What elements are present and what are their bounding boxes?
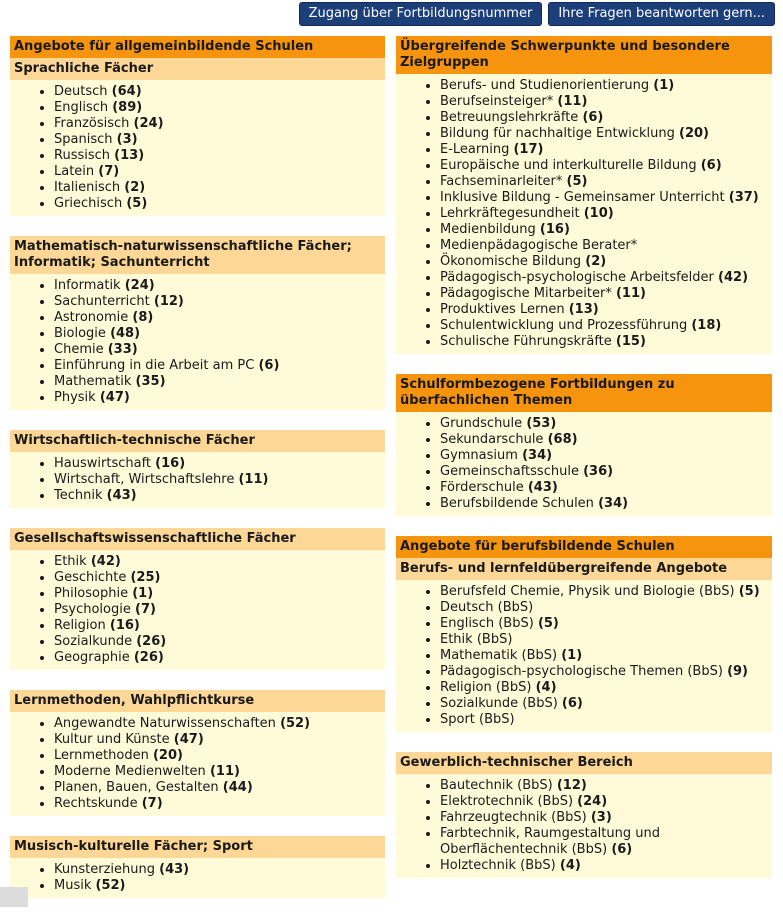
category-link[interactable]: Deutsch (54, 84, 108, 99)
course-count: (1) (653, 78, 675, 93)
course-count: (12) (556, 778, 587, 793)
category-item[interactable] (440, 584, 772, 600)
category-item[interactable] (440, 794, 772, 810)
course-count: (47) (173, 732, 204, 747)
category-link[interactable]: Betreuungslehrkräfte (440, 110, 579, 125)
course-count: (20) (679, 126, 709, 141)
category-item[interactable] (54, 100, 385, 116)
course-count: (16) (155, 456, 186, 471)
category-link[interactable]: Sozialkunde (BbS) (440, 696, 558, 711)
course-count: (6) (700, 158, 722, 173)
course-count: (52) (280, 716, 311, 731)
course-count: (44) (222, 780, 253, 795)
category-item[interactable] (54, 650, 385, 666)
category-item[interactable] (440, 680, 772, 696)
category-link[interactable]: Kultur und Künste (54, 732, 170, 747)
category-link[interactable]: Ökonomische Bildung (440, 254, 582, 269)
course-count: (11) (615, 286, 646, 301)
course-count: (43) (106, 488, 137, 503)
category-section (10, 836, 385, 898)
course-count: (24) (124, 278, 155, 293)
category-link[interactable]: Medienbildung (440, 222, 536, 237)
category-link[interactable]: Lernmethoden (54, 748, 149, 763)
category-link[interactable]: Berufsbildende Schulen (440, 496, 594, 511)
category-item[interactable] (54, 586, 385, 602)
category-item[interactable] (54, 780, 385, 796)
category-item[interactable] (440, 174, 772, 190)
category-link[interactable]: Geschichte (54, 570, 127, 585)
subsection-title: Mathematisch-naturwissenschaftliche Fächer; Informatik; Sachunterricht (10, 236, 385, 274)
course-count: (11) (557, 94, 588, 109)
course-count: (42) (718, 270, 749, 285)
category-section (396, 752, 772, 878)
course-count: (13) (114, 148, 145, 163)
section-title: Übergreifende Schwerpunkte und besondere Zielgruppen (396, 36, 772, 74)
subsection-title: Lernmethoden, Wahlpflichtkurse (10, 690, 385, 712)
category-link[interactable]: Berufs- und Studienorientierung (440, 78, 650, 93)
course-number-access-button[interactable]: Zugang über Fortbildungsnummer (299, 2, 543, 26)
course-count: (34) (522, 448, 553, 463)
category-item[interactable] (440, 480, 772, 496)
course-count: (64) (111, 84, 142, 99)
course-count: (25) (130, 570, 161, 585)
course-count: (43) (527, 480, 558, 495)
category-link[interactable]: Latein (54, 164, 95, 179)
category-item[interactable] (54, 374, 385, 390)
category-item[interactable] (440, 190, 772, 206)
course-count: (52) (95, 878, 126, 893)
category-item[interactable] (54, 390, 385, 406)
course-count: (9) (727, 664, 748, 679)
category-link[interactable]: Pädagogisch-psychologische Arbeitsfelder (440, 270, 714, 285)
category-link[interactable]: Schulentwicklung und Prozessführung (440, 318, 688, 333)
category-item[interactable] (440, 110, 772, 126)
category-section (396, 536, 772, 732)
category-item[interactable] (440, 78, 772, 94)
category-item[interactable] (440, 126, 772, 142)
course-count: (6) (258, 358, 280, 373)
category-list (396, 584, 772, 728)
course-count: (7) (135, 602, 156, 617)
course-count: (37) (728, 190, 759, 205)
course-count: (8) (132, 310, 154, 325)
subsection-title: Musisch-kulturelle Fächer; Sport (10, 836, 385, 858)
course-count: (16) (539, 222, 570, 237)
category-link[interactable]: Berufseinsteiger* (440, 94, 554, 109)
category-link[interactable]: Farbtechnik, Raumgestaltung und Oberflächentechnik (BbS) (440, 826, 660, 857)
course-count: (2) (585, 254, 607, 269)
course-count: (89) (112, 100, 143, 115)
category-item[interactable] (54, 554, 385, 570)
category-item[interactable] (440, 94, 772, 110)
category-link[interactable]: Medienpädagogische Berater* (440, 238, 638, 253)
course-count: (4) (559, 858, 581, 873)
category-item[interactable] (54, 732, 385, 748)
category-box (396, 74, 772, 354)
course-count: (20) (152, 748, 183, 763)
category-link[interactable]: Planen, Bauen, Gestalten (54, 780, 219, 795)
course-count: (24) (133, 116, 164, 131)
category-item[interactable] (54, 488, 385, 504)
category-section (10, 690, 385, 816)
course-count: (36) (583, 464, 614, 479)
course-count: (11) (238, 472, 269, 487)
category-item[interactable] (54, 180, 385, 196)
category-item[interactable] (440, 318, 772, 334)
course-count: (2) (124, 180, 146, 195)
category-item[interactable] (54, 456, 385, 472)
category-link[interactable]: Europäische und interkulturelle Bildung (440, 158, 697, 173)
category-link[interactable]: Griechisch (54, 196, 123, 211)
category-item[interactable] (440, 142, 772, 158)
course-count: (68) (547, 432, 578, 447)
course-count: (15) (615, 334, 646, 349)
category-link[interactable]: Ethik (BbS) (440, 632, 513, 647)
course-count: (3) (116, 132, 138, 147)
category-box (10, 274, 385, 410)
category-link[interactable]: Gymnasium (440, 448, 518, 463)
category-link[interactable]: Pädagogisch-psychologische Themen (BbS) (440, 664, 723, 679)
category-item[interactable] (440, 648, 772, 664)
subsection-title: Gewerblich-technischer Bereich (396, 752, 772, 774)
course-count: (3) (590, 810, 612, 825)
category-box (10, 452, 385, 508)
category-item[interactable] (440, 286, 772, 302)
category-section (396, 36, 772, 354)
category-link[interactable]: Chemie (54, 342, 104, 357)
category-link[interactable]: Holztechnik (BbS) (440, 858, 556, 873)
category-box (396, 412, 772, 516)
top-button-bar (299, 2, 775, 26)
category-list (396, 78, 772, 350)
category-item[interactable] (54, 764, 385, 780)
category-list (10, 716, 385, 812)
category-link[interactable]: Rechtskunde (54, 796, 138, 811)
category-link[interactable]: Informatik (54, 278, 121, 293)
category-link[interactable]: Fahrzeugtechnik (BbS) (440, 810, 587, 825)
course-count: (53) (526, 416, 557, 431)
category-item[interactable] (440, 334, 772, 350)
course-count: (10) (583, 206, 614, 221)
category-item[interactable] (54, 342, 385, 358)
category-list (10, 278, 385, 406)
category-item[interactable] (440, 712, 772, 728)
category-item[interactable] (54, 634, 385, 650)
category-item[interactable] (440, 826, 772, 858)
category-item[interactable] (440, 496, 772, 512)
course-count: (4) (535, 680, 557, 695)
course-count: (43) (159, 862, 190, 877)
category-link[interactable]: Bildung für nachhaltige Entwicklung (440, 126, 675, 141)
course-count: (13) (568, 302, 599, 317)
category-item[interactable] (54, 196, 385, 212)
category-link[interactable]: Grundschule (440, 416, 523, 431)
category-link[interactable]: Biologie (54, 326, 106, 341)
category-link[interactable]: Lehrkräftegesundheit (440, 206, 580, 221)
course-count: (17) (513, 142, 544, 157)
course-count: (6) (611, 842, 633, 857)
category-link[interactable]: Elektrotechnik (BbS) (440, 794, 574, 809)
category-item[interactable] (440, 464, 772, 480)
course-count: (33) (107, 342, 138, 357)
category-list (10, 862, 385, 894)
category-box (396, 774, 772, 878)
category-link[interactable]: Geographie (54, 650, 130, 665)
category-link[interactable]: Musik (54, 878, 92, 893)
category-box (10, 80, 385, 216)
course-count: (48) (110, 326, 141, 341)
category-link[interactable]: Italienisch (54, 180, 121, 195)
category-link[interactable]: Schulische Führungskräfte (440, 334, 612, 349)
category-item[interactable] (440, 238, 772, 254)
category-section (10, 236, 385, 410)
course-count: (1) (132, 586, 154, 601)
section-title: Schulformbezogene Fortbildungen zu überfachlichen Themen (396, 374, 772, 412)
category-link[interactable]: Russisch (54, 148, 111, 163)
category-link[interactable]: Bautechnik (BbS) (440, 778, 553, 793)
category-item[interactable] (54, 84, 385, 100)
right-column (396, 36, 772, 898)
category-link[interactable]: Berufsfeld Chemie, Physik und Biologie (BbS) (440, 584, 735, 599)
category-item[interactable] (440, 206, 772, 222)
subsection-title: Wirtschaftlich-technische Fächer (10, 430, 385, 452)
category-section (10, 528, 385, 670)
category-link[interactable]: Psychologie (54, 602, 131, 617)
category-item[interactable] (54, 618, 385, 634)
category-link[interactable]: Spanisch (54, 132, 113, 147)
category-item[interactable] (440, 448, 772, 464)
category-list (10, 456, 385, 504)
category-link[interactable]: E-Learning (440, 142, 510, 157)
category-link[interactable]: Moderne Medienwelten (54, 764, 206, 779)
category-item[interactable] (54, 472, 385, 488)
category-item[interactable] (440, 616, 772, 632)
category-item[interactable] (54, 748, 385, 764)
category-box (396, 580, 772, 732)
category-link[interactable]: Mathematik (BbS) (440, 648, 558, 663)
category-link[interactable]: Hauswirtschaft (54, 456, 152, 471)
category-item[interactable] (440, 600, 772, 616)
course-count: (16) (109, 618, 140, 633)
category-section (10, 430, 385, 508)
category-item[interactable] (440, 696, 772, 712)
category-item[interactable] (54, 862, 385, 878)
category-link[interactable]: Astronomie (54, 310, 129, 325)
category-link[interactable]: Förderschule (440, 480, 524, 495)
category-link[interactable]: Englisch (54, 100, 109, 115)
category-box (10, 712, 385, 816)
course-count: (47) (99, 390, 130, 405)
course-count: (6) (582, 110, 604, 125)
category-item[interactable] (54, 164, 385, 180)
section-title: Angebote für berufsbildende Schulen (396, 536, 772, 558)
category-item[interactable] (440, 858, 772, 874)
category-item[interactable] (54, 878, 385, 894)
category-link[interactable]: Philosophie (54, 586, 129, 601)
course-count: (7) (141, 796, 163, 811)
category-section (10, 36, 385, 216)
category-link[interactable]: Physik (54, 390, 96, 405)
category-link[interactable]: Pädagogische Mitarbeiter* (440, 286, 612, 301)
category-list (10, 554, 385, 666)
category-link[interactable]: Französisch (54, 116, 130, 131)
category-link[interactable]: Technik (54, 488, 103, 503)
category-item[interactable] (440, 810, 772, 826)
category-link[interactable]: Sekundarschule (440, 432, 544, 447)
category-item[interactable] (54, 326, 385, 342)
category-item[interactable] (54, 132, 385, 148)
course-count: (26) (136, 634, 167, 649)
category-item[interactable] (440, 432, 772, 448)
category-link[interactable]: Wirtschaft, Wirtschaftslehre (54, 472, 235, 487)
category-link[interactable]: Sachunterricht (54, 294, 150, 309)
category-item[interactable] (54, 570, 385, 586)
course-count: (42) (90, 554, 121, 569)
category-link[interactable]: Sozialkunde (54, 634, 133, 649)
category-list (10, 84, 385, 212)
category-item[interactable] (54, 602, 385, 618)
category-item[interactable] (440, 664, 772, 680)
subsection-title: Gesellschaftswissenschaftliche Fächer (10, 528, 385, 550)
course-count: (34) (598, 496, 629, 511)
category-link[interactable]: Einführung in die Arbeit am PC (54, 358, 255, 373)
subsection-title: Berufs- und lernfeldübergreifende Angebote (396, 558, 772, 580)
category-item[interactable] (54, 278, 385, 294)
category-item[interactable] (54, 310, 385, 326)
category-item[interactable] (54, 358, 385, 374)
category-section (396, 374, 772, 516)
category-item[interactable] (440, 158, 772, 174)
category-link[interactable]: Inklusive Bildung - Gemeinsamer Unterricht (440, 190, 725, 205)
course-count: (5) (566, 174, 588, 189)
category-item[interactable] (440, 222, 772, 238)
category-item[interactable] (440, 778, 772, 794)
category-link[interactable]: Fachseminarleiter* (440, 174, 563, 189)
category-item[interactable] (54, 116, 385, 132)
category-item[interactable] (440, 270, 772, 286)
category-item[interactable] (440, 254, 772, 270)
subsection-title: Sprachliche Fächer (10, 58, 385, 80)
category-link[interactable]: Angewandte Naturwissenschaften (54, 716, 276, 731)
category-link[interactable]: Mathematik (54, 374, 132, 389)
category-item[interactable] (440, 416, 772, 432)
category-item[interactable] (54, 148, 385, 164)
left-column (10, 36, 385, 918)
section-title: Angebote für allgemeinbildende Schulen (10, 36, 385, 58)
contact-questions-button[interactable]: Ihre Fragen beantworten gern... (548, 2, 775, 26)
course-count: (7) (98, 164, 120, 179)
category-list (396, 416, 772, 512)
category-link[interactable]: Kunsterziehung (54, 862, 155, 877)
course-count: (35) (135, 374, 166, 389)
category-item[interactable] (440, 302, 772, 318)
category-box (10, 858, 385, 898)
course-count: (11) (209, 764, 240, 779)
category-item[interactable] (440, 632, 772, 648)
course-count: (6) (561, 696, 583, 711)
category-link[interactable]: Religion (54, 618, 106, 633)
category-link[interactable]: Religion (BbS) (440, 680, 532, 695)
category-item[interactable] (54, 716, 385, 732)
category-item[interactable] (54, 796, 385, 812)
category-link[interactable]: Produktives Lernen (440, 302, 565, 317)
category-list (396, 778, 772, 874)
category-link[interactable]: Ethik (54, 554, 87, 569)
course-count: (5) (738, 584, 760, 599)
course-count: (26) (133, 650, 164, 665)
course-count: (18) (691, 318, 722, 333)
category-link[interactable]: Sport (BbS) (440, 712, 515, 727)
course-count: (24) (577, 794, 608, 809)
category-link[interactable]: Gemeinschaftsschule (440, 464, 579, 479)
corner-widget (0, 887, 28, 907)
category-box (10, 550, 385, 670)
category-item[interactable] (54, 294, 385, 310)
category-link[interactable]: Deutsch (BbS) (440, 600, 534, 615)
course-count: (1) (561, 648, 583, 663)
category-link[interactable]: Englisch (BbS) (440, 616, 534, 631)
course-count: (12) (153, 294, 184, 309)
course-count: (5) (126, 196, 148, 211)
course-count: (5) (537, 616, 559, 631)
